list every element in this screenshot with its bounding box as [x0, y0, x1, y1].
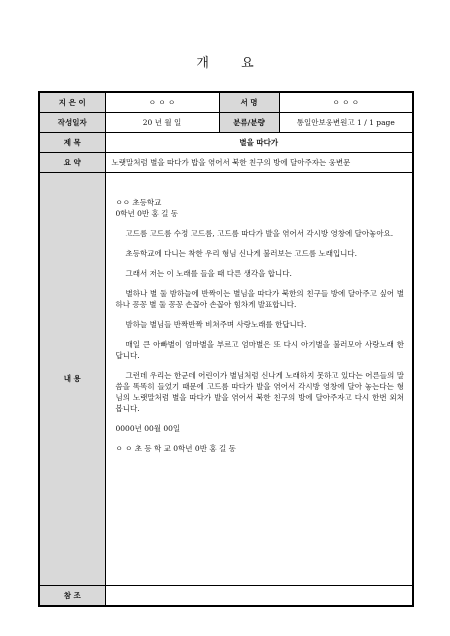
reference-label: 참 조: [39, 585, 105, 606]
content-paragraph-1: 고드름 고드름 수정 고드름, 고드름 따다가 발을 엮어서 각시방 영창에 달아놓아요.: [125, 228, 394, 238]
heading-left: 개: [196, 56, 209, 71]
content-body: [105, 172, 413, 585]
content-paragraph-7: 그런데 우리는 한군데 어린이가 별님처럼 신나게 노래하지 못하고 있다는 어른들의 말씀을 똑똑히 들었기 때문에 고드름 따다가 발을 엮어서 각시방 영창에 달아 놓는다는 형님의 노랫말처럼 별을 따다가 발을 엮어서 북한 친구의 방에 달아주자고 다시 한번 외쳐봅니다.: [115, 370, 404, 413]
content-paragraph-4: 별하나 별 둘 밤하늘에 반짝이는 별님을 따다가 북한의 친구들 방에 달아주고 싶어 별 하나 꽁꽁 별 둘 꽁꽁 손꼽아 손꼽아 힘차게 발표합니다.: [115, 288, 404, 309]
class-value: 통일안보웅변원고 1 / 1 page: [279, 112, 413, 132]
summary-value: 노랫말처럼 별을 따다가 밥을 엮어서 북한 친구의 방에 달아주자는 웅변문: [105, 152, 413, 172]
author-label: 지 은 이: [39, 92, 105, 112]
content-paragraph-3: 그래서 저는 이 노래를 들을 때 다른 생각을 합니다.: [125, 268, 292, 278]
heading-right: 요: [241, 56, 254, 71]
subject-label: 제 목: [39, 132, 105, 152]
content-signature: ㅇ ㅇ 초 등 학 교 0학년 0반 홍 길 동: [115, 443, 236, 453]
sign-label: 서 명: [219, 92, 279, 112]
document-heading: [0, 52, 450, 71]
content-paragraph-5: 밤하늘 별님들 반짝반짝 비쳐주며 사랑노래를 한답니다.: [125, 319, 307, 329]
date-label: 작성일자: [39, 112, 105, 132]
content-paragraph-2: 초등학교에 다니는 착한 우리 형님 신나게 불러보는 고드름 노래입니다.: [125, 248, 358, 258]
date-value: 20 년 월 일: [105, 112, 219, 132]
content-date: 0000년 00월 00일: [115, 423, 181, 433]
author-value: ㅇ ㅇ ㅇ: [105, 92, 219, 112]
content-label: 내 용: [39, 172, 105, 585]
summary-form: [38, 91, 414, 607]
content-school: ㅇㅇ 초등학교: [115, 197, 162, 207]
content-classroom: 0학년 0반 홍 길 동: [115, 208, 179, 218]
class-label: 분류/분량: [219, 112, 279, 132]
content-paragraph-6: 매일 큰 아빠별이 엄마별을 부르고 엄마별은 또 다시 아기별을 불러모아 사랑노래 한답니다.: [115, 339, 404, 360]
reference-value: [105, 585, 413, 606]
summary-label: 요 약: [39, 152, 105, 172]
sign-value: ㅇ ㅇ ㅇ: [279, 92, 413, 112]
subject-value: 별을 따다가: [105, 132, 413, 152]
